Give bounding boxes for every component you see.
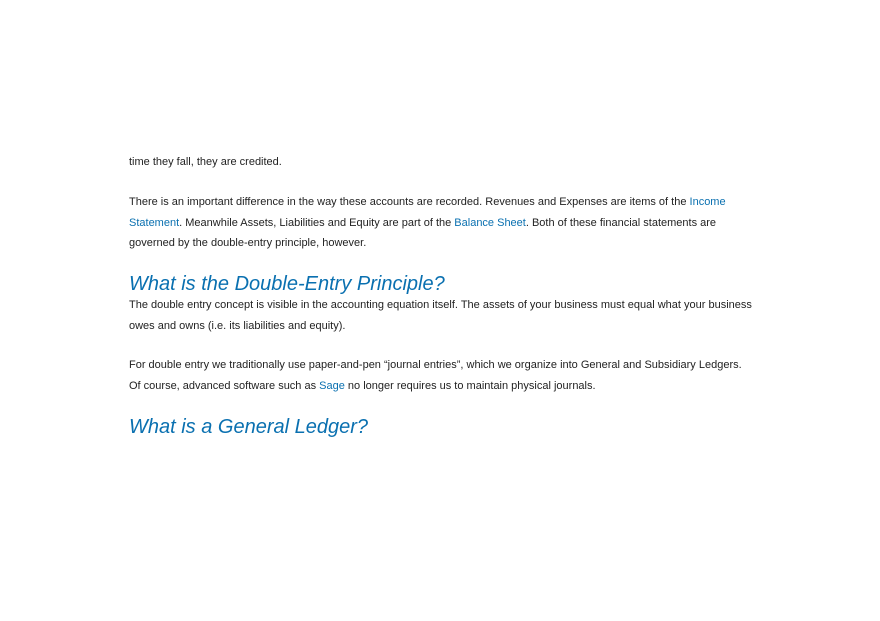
income-statement-link-cont[interactable]: Statement: [129, 216, 180, 229]
paragraph-credited: time they fall, they are credited.: [129, 156, 282, 168]
text-span: There is an important difference in the way these accounts are recorded. Revenues and Expenses are items of the: [129, 196, 690, 208]
text-span: . Meanwhile Assets, Liabilities and Equity are part of the: [179, 216, 455, 229]
paragraph-double-entry-concept: [129, 295, 752, 336]
heading-general-ledger: What is a General Ledger?: [129, 416, 369, 438]
paragraph-account-difference: [129, 192, 726, 254]
text-span: Of course, advanced software such as: [129, 379, 320, 392]
balance-sheet-link[interactable]: Balance Sheet: [454, 216, 526, 229]
heading-double-entry: What is the Double-Entry Principle?: [129, 273, 445, 295]
paragraph-journal-entries: [129, 355, 742, 396]
text-span: For double entry we traditionally use paper-and-pen “journal entries”, which we organize into General and Subsidiary Ledgers.: [129, 359, 742, 371]
income-statement-link[interactable]: Income: [689, 196, 726, 208]
text-span: . Both of these financial statements are: [525, 216, 717, 229]
text-span: The double entry concept is visible in the accounting equation itself. The assets of your business must equal what your business: [129, 299, 752, 311]
text-span: no longer requires us to maintain physical journals.: [344, 379, 596, 392]
text-span: owes and owns (i.e. its liabilities and equity).: [129, 319, 346, 332]
text-span: governed by the double-entry principle, however.: [129, 237, 367, 249]
sage-link[interactable]: Sage: [319, 379, 345, 392]
